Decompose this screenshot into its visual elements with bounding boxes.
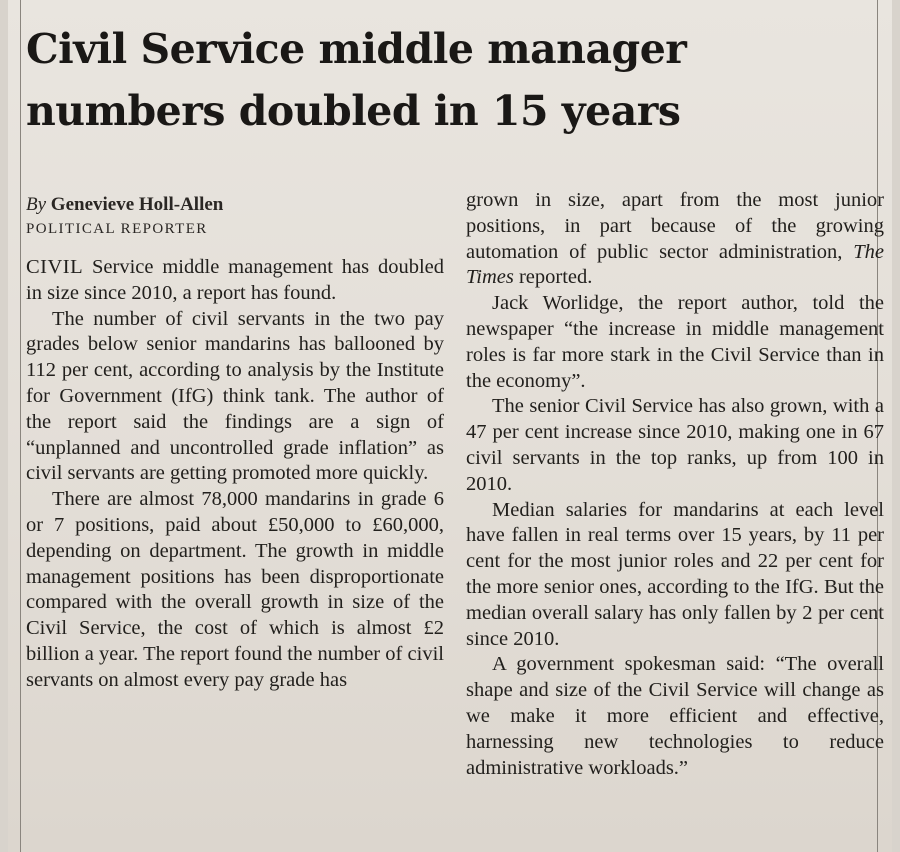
paragraph-3: There are almost 78,000 mandarins in grade 6 or 7 positions, paid about £50,000 to £60,000, depending on department. The growth in middle management positions has been disproportionate compared with the overall growth in size of the Civil Service, the cost of which is almost £2 billion a year. The report found the number of civil servants on almost every pay grade has — [26, 488, 444, 691]
paragraph-5: The senior Civil Service has also grown, with a 47 per cent increase since 2010, making one in 67 civil servants in the top ranks, up from 100 in 2010. — [466, 395, 884, 495]
paragraph-3-cont-end: reported. — [513, 266, 593, 289]
left-column — [26, 192, 444, 694]
byline-prefix: By — [26, 194, 47, 215]
paragraph-7: A government spokesman said: “The overall shape and size of the Civil Service will change as we make it more efficient and effective, harnessing new technologies to reduce administrative workloads.” — [466, 653, 884, 779]
publication-name: The Times — [466, 240, 884, 289]
newspaper-page — [8, 0, 892, 852]
paragraph-2: The number of civil servants in the two pay grades below senior mandarins has ballooned by 112 per cent, according to analysis by the Institute for Government (IfG) think tank. The author of the report said the findings are a sign of “unplanned and uncontrolled grade inflation” as civil servants are getting promoted more quickly. — [26, 307, 444, 485]
left-column-rule — [20, 0, 21, 852]
byline-author: Genevieve Holl-Allen — [50, 194, 224, 215]
paragraph-3-continued — [466, 188, 884, 291]
headline: Civil Service middle manager numbers doubled in 15 years — [26, 25, 687, 135]
paragraph-1 — [26, 255, 444, 307]
byline — [26, 192, 444, 217]
paragraph-6: Median salaries for mandarins at each level have fallen in real terms over 15 years, by 11 per cent for the most junior roles and 22 per cent for the more senior ones, according to the IfG. But the median overall salary has only fallen by 2 per cent since 2010. — [466, 498, 884, 650]
right-column — [466, 188, 884, 781]
paragraph-1-lead: CIVIL — [26, 256, 84, 278]
paragraph-1-text: Service middle management has doubled in size since 2010, a report has found. — [26, 256, 444, 304]
paragraph-4: Jack Worlidge, the report author, told the newspaper “the increase in middle management roles is far more stark in the Civil Service than in the economy”. — [466, 292, 884, 392]
paragraph-3-cont-text: grown in size, apart from the most junior positions, in part because of the growing automation of public sector administration, — [466, 189, 884, 263]
byline-role: POLITICAL REPORTER — [26, 221, 208, 237]
